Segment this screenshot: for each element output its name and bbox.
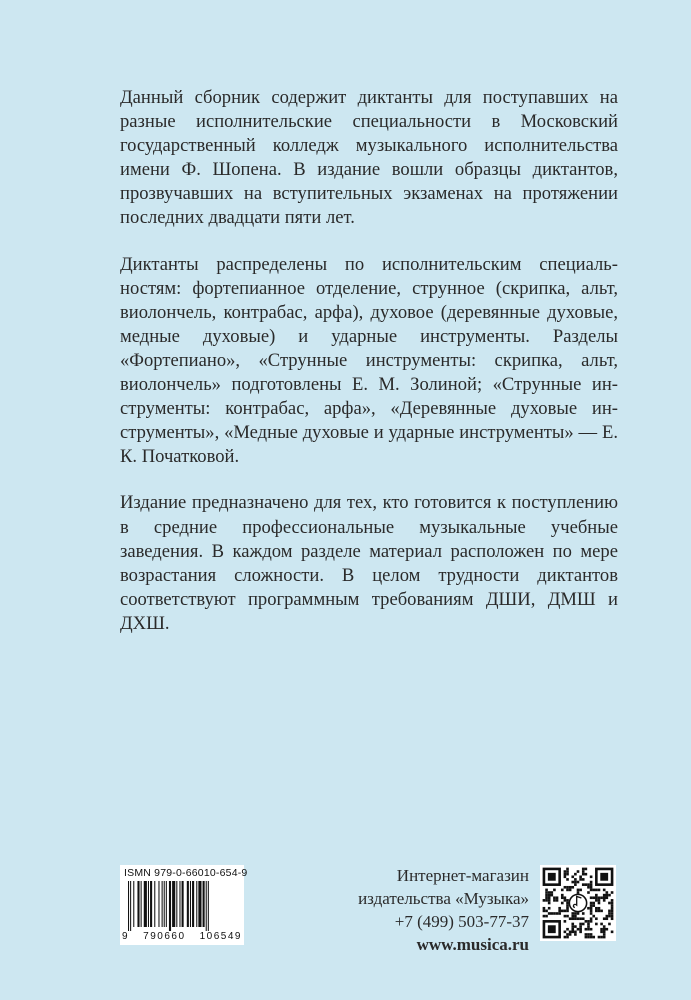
barcode-icon <box>126 881 238 931</box>
qr-code-icon <box>540 865 616 941</box>
shop-line-1: Интернет-магазин <box>396 866 529 885</box>
shop-line-2: издательства «Музыка» <box>358 889 529 908</box>
ismn-label: ISMN 979-0-66010-654-9 <box>124 867 248 879</box>
barcode-digit-group: 790660 <box>143 931 186 942</box>
paragraph-3: Издание предназначено для тех, кто готовится к поступлению в средние профессиональные музыкальные учебные заведения. В каждом разделе материал расположен по мере возрастания сложности. В целом трудности диктантов соответствуют программным требованиям ДШИ, ДМШ и ДХШ. <box>120 492 618 634</box>
shop-phone: +7 (499) 503-77-37 <box>394 912 529 931</box>
barcode <box>120 865 248 945</box>
barcode-digit-group: 9 <box>122 931 130 942</box>
paragraph-1: Данный сборник содержит диктанты для поступавших на разные исполнительские специальности в Московский государственный колледж музыкального исполнительства имени Ф. Шопена. В издание вошли образцы диктантов, прозвучавших на вступительных экзаменах на протяжении последних двадцати пяти лет. <box>120 87 618 229</box>
barcode-digits <box>122 931 242 942</box>
paragraph-2: Диктанты распределены по исполнительским специальностям: фортепианное отделение, струнное (скрипка, альт, виолончель, контрабас, арфа), духовое (деревянные духовые, медные духовые) и ударные инструменты. Разделы «Фортепиано», «Струнные инструменты: скрипка, альт, виолончель» подготовлены Е. М. Золиной; «Струнные инструменты: контрабас, арфа», «Деревянные духовые инструменты», «Медные духовые и ударные инструменты» — Е. К. Початковой. <box>120 253 618 468</box>
qr-code <box>540 865 616 941</box>
shop-website[interactable]: www.musica.ru <box>416 935 529 954</box>
shop-info <box>358 864 529 956</box>
description-text <box>120 86 618 658</box>
barcode-digit-group: 106549 <box>199 931 242 942</box>
footer-area <box>0 860 691 960</box>
